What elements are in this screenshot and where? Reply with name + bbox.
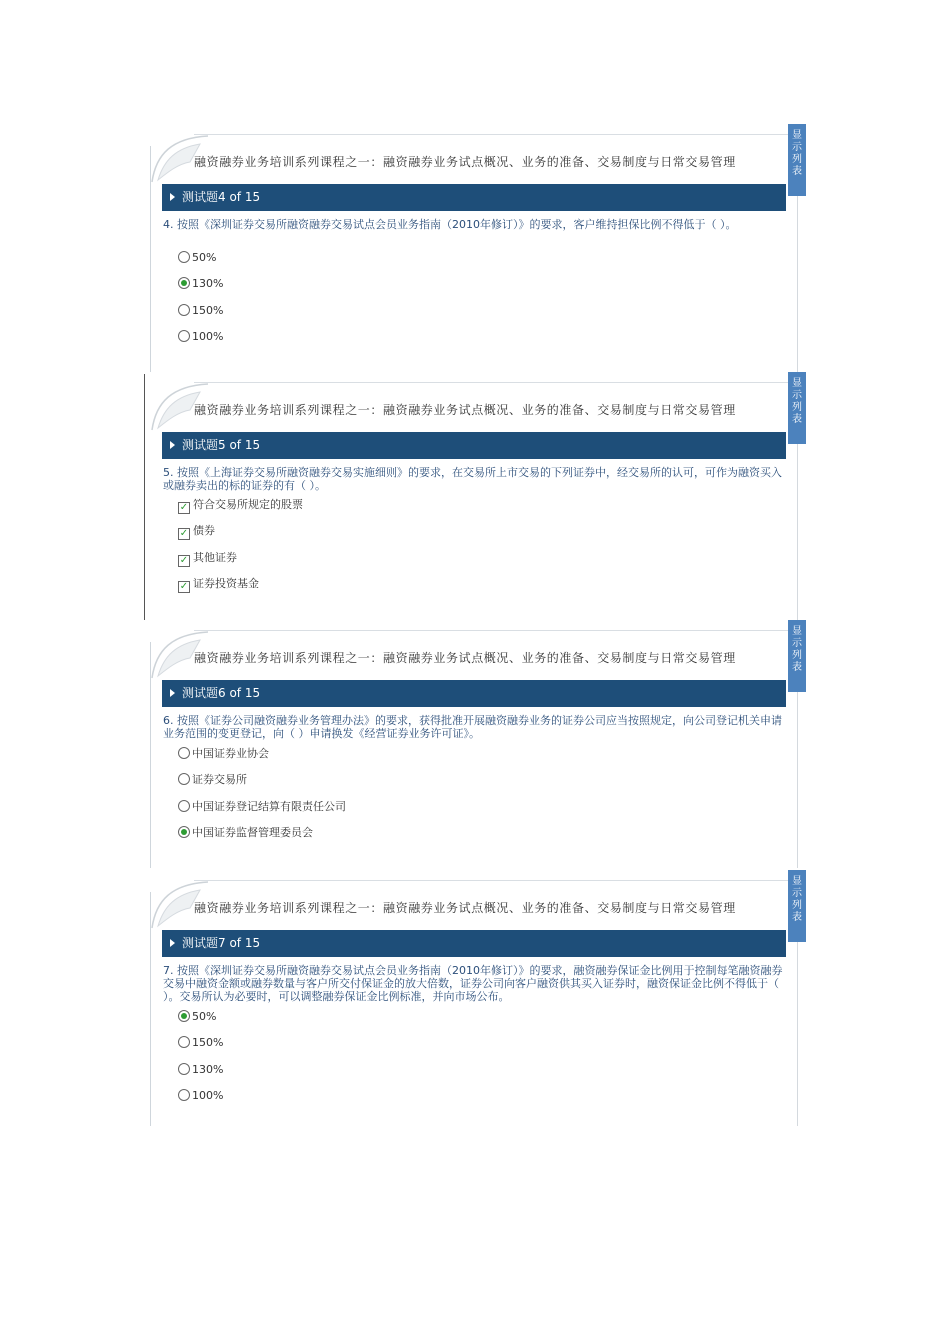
panel-inner-border: [797, 444, 798, 620]
question-counter: 测试题7 of 15: [182, 936, 261, 950]
panel-top-line: [194, 880, 790, 881]
option-label: 债券: [193, 524, 215, 537]
radio-button[interactable]: [178, 747, 190, 759]
answer-option-a[interactable]: [178, 1010, 216, 1024]
question-text: 7. 按照《深圳证券交易所融资融券交易试点会员业务指南（2010年修订）》的要求，融资融券保证金比例用于控制每笔融资融券交易中融资金额或融券数量与客户所交付保证金的放大倍数，证券公司向客户融资供其买入证券时，融资保证金比例不得低于（ ）。交易所认为必要时，可以调整融券保证金比例标准，并向市场公布。: [163, 964, 783, 1003]
question-header-bar: [162, 184, 786, 211]
option-label: 150%: [192, 1036, 224, 1049]
quiz-panel-5: [150, 374, 806, 620]
answer-option-d[interactable]: [178, 330, 223, 344]
answer-option-d[interactable]: [178, 826, 313, 840]
option-label: 符合交易所规定的股票: [193, 498, 303, 511]
show-list-label: 显示列表: [792, 378, 802, 425]
answer-option-b[interactable]: [178, 1036, 223, 1050]
course-title: 融资融券业务培训系列课程之一：融资融券业务试点概况、业务的准备、交易制度与日常交易管理: [194, 651, 736, 665]
option-label: 中国证券登记结算有限责任公司: [192, 800, 346, 813]
course-title: 融资融券业务培训系列课程之一：融资融券业务试点概况、业务的准备、交易制度与日常交易管理: [194, 901, 736, 915]
answer-option-b[interactable]: [178, 524, 215, 538]
question-counter: 测试题6 of 15: [182, 686, 261, 700]
radio-button[interactable]: [178, 773, 190, 785]
show-list-tab[interactable]: [788, 124, 806, 196]
option-label: 130%: [192, 1063, 224, 1076]
panel-border: [144, 374, 145, 620]
radio-button-selected[interactable]: [178, 826, 190, 838]
radio-button-selected[interactable]: [178, 277, 190, 289]
panel-top-line: [194, 630, 790, 631]
show-list-tab[interactable]: [788, 372, 806, 444]
radio-button[interactable]: [178, 251, 190, 263]
question-header-bar: [162, 432, 786, 459]
answer-option-c[interactable]: [178, 551, 237, 565]
course-title: 融资融券业务培训系列课程之一：融资融券业务试点概况、业务的准备、交易制度与日常交易管理: [194, 403, 736, 417]
option-label: 中国证券监督管理委员会: [192, 826, 313, 839]
answer-option-d[interactable]: [178, 1089, 223, 1103]
option-label: 证券投资基金: [193, 577, 259, 590]
answer-option-a[interactable]: [178, 251, 216, 265]
show-list-label: 显示列表: [792, 626, 802, 673]
radio-button[interactable]: [178, 330, 190, 342]
header-arrow-icon: [170, 939, 175, 947]
option-label: 中国证券业协会: [192, 747, 269, 760]
answer-option-a[interactable]: [178, 747, 269, 761]
radio-button[interactable]: [178, 304, 190, 316]
show-list-label: 显示列表: [792, 876, 802, 923]
question-counter: 测试题5 of 15: [182, 438, 261, 452]
show-list-tab[interactable]: [788, 870, 806, 942]
answer-option-a[interactable]: [178, 498, 303, 512]
panel-inner-border: [797, 196, 798, 372]
option-label: 100%: [192, 1089, 224, 1102]
quiz-panel-7: [150, 872, 806, 1126]
question-header-bar: [162, 680, 786, 707]
quiz-panel-6: [150, 622, 806, 868]
option-label: 50%: [192, 1010, 217, 1023]
header-arrow-icon: [170, 193, 175, 201]
radio-button-selected[interactable]: [178, 1010, 190, 1022]
checkbox-checked[interactable]: ✓: [179, 581, 189, 592]
quiz-panel-4: [150, 126, 806, 372]
option-label: 100%: [192, 330, 224, 343]
option-label: 50%: [192, 251, 217, 264]
radio-button[interactable]: [178, 1036, 190, 1048]
option-label: 130%: [192, 277, 224, 290]
panel-inner-border: [797, 692, 798, 868]
header-arrow-icon: [170, 441, 175, 449]
question-text: 4. 按照《深圳证券交易所融资融券交易试点会员业务指南（2010年修订）》的要求，客户维持担保比例不得低于（ ）。: [163, 218, 737, 231]
option-label: 证券交易所: [192, 773, 247, 786]
option-label: 其他证券: [193, 551, 237, 564]
question-text: 6. 按照《证券公司融资融券业务管理办法》的要求，获得批准开展融资融券业务的证券公司应当按照规定，向公司登记机关申请业务范围的变更登记，向（ ）申请换发《经营证券业务许可证》。: [163, 714, 782, 740]
question-header-bar: [162, 930, 786, 957]
panel-inner-border: [797, 942, 798, 1126]
answer-option-d[interactable]: [178, 577, 259, 591]
show-list-tab[interactable]: [788, 620, 806, 692]
radio-button[interactable]: [178, 1063, 190, 1075]
answer-option-b[interactable]: [178, 773, 247, 787]
option-label: 150%: [192, 304, 224, 317]
checkbox-checked[interactable]: ✓: [179, 555, 189, 566]
checkbox-checked[interactable]: ✓: [179, 528, 189, 539]
question-counter: 测试题4 of 15: [182, 190, 261, 204]
header-arrow-icon: [170, 689, 175, 697]
checkbox-checked[interactable]: ✓: [179, 502, 189, 513]
panel-top-line: [194, 134, 790, 135]
course-title: 融资融券业务培训系列课程之一：融资融券业务试点概况、业务的准备、交易制度与日常交易管理: [194, 155, 736, 169]
radio-button[interactable]: [178, 1089, 190, 1101]
radio-button[interactable]: [178, 800, 190, 812]
answer-option-c[interactable]: [178, 800, 346, 814]
answer-option-c[interactable]: [178, 304, 223, 318]
answer-option-b[interactable]: [178, 277, 223, 291]
panel-top-line: [194, 382, 790, 383]
question-text: 5. 按照《上海证券交易所融资融券交易实施细则》的要求，在交易所上市交易的下列证券中，经交易所的认可，可作为融资买入或融券卖出的标的证券的有（ ）。: [163, 466, 782, 492]
answer-option-c[interactable]: [178, 1063, 223, 1077]
show-list-label: 显示列表: [792, 130, 802, 177]
